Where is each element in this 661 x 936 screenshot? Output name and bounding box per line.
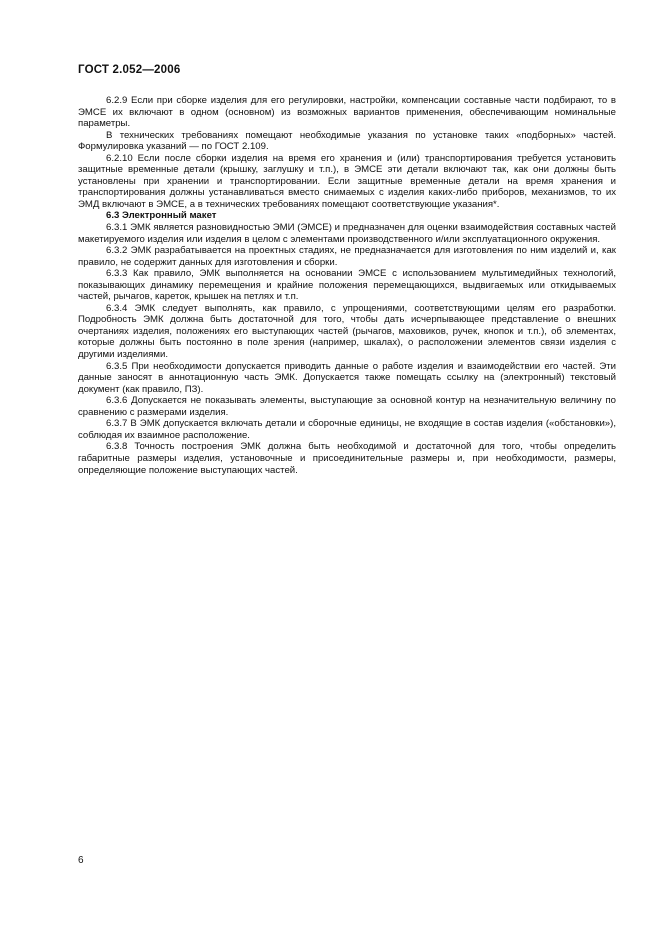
document-body: [78, 95, 616, 476]
paragraph-6-3-6: 6.3.6 Допускается не показывать элементы, выступающие за основной контур на незначительную величину по сравнению с размерами изделия.: [78, 395, 616, 418]
paragraph-6-3-4: 6.3.4 ЭМК следует выполнять, как правило, с упрощениями, соответствующими целям его разработки. Подробность ЭМК должна быть достаточной для того, чтобы дать исчерпывающее представление о внешних очертаниях изделия, положениях его выступающих частей (рычагов, маховиков, ручек, кнопок и т.п.), об элементах, которые должны быть постоянно в поле зрения (например, шкалах), о расположении элементов связи изделия с другими изделиями.: [78, 302, 616, 361]
paragraph-6-3-7: 6.3.7 В ЭМК допускается включать детали и сборочные единицы, не входящие в состав изделия («обстановки»), соблюдая их взаимное расположение.: [78, 418, 616, 441]
document-header: ГОСТ 2.052—2006: [78, 64, 181, 76]
paragraph-6-2-10: 6.2.10 Если после сборки изделия на время его хранения и (или) транспортирования требуется установить защитные временные детали (крышку, заглушку и т.п.), в ЭМСЕ эти детали включают так, как они должны быть установлены при хранении и транспортировании. Если защитные временные детали на время хранения и транспортирования должны устанавливаться вместо снимаемых с изделия каких-либо приборов, механизмов, то их ЭМД включают в ЭМСЕ, а в технических требованиях помещают соответствующие указания*.: [78, 152, 616, 210]
page-number: 6: [78, 855, 84, 866]
paragraph-6-2-9: 6.2.9 Если при сборке изделия для его регулировки, настройки, компенсации составные части подбирают, то в ЭМСЕ их включают в одном (основном) из возможных вариантов применения, обеспечивающим номинальные параметры.: [78, 95, 616, 130]
paragraph-6-3-8: 6.3.8 Точность построения ЭМК должна быть необходимой и достаточной для того, чтобы определить габаритные размеры изделия, установочные и присоединительные размеры и, при необходимости, размеры, определяющие положение выступающих частей.: [78, 441, 616, 476]
paragraph-technical-requirements: В технических требованиях помещают необходимые указания по установке таких «подборных» частей. Формулировка указаний — по ГОСТ 2.109.: [78, 129, 616, 153]
paragraph-6-3-1: 6.3.1 ЭМК является разновидностью ЭМИ (ЭМСЕ) и предназначен для оценки взаимодействия составных частей макетируемого изделия или изделия в целом с элементами производственного и/или эксплуатационного окружения.: [78, 222, 616, 245]
paragraph-6-3-3: 6.3.3 Как правило, ЭМК выполняется на основании ЭМСЕ с использованием мультимедийных технологий, показывающих динамику перемещения и крайние положения перемещающихся, выдвигаемых или откидываемых частей, рычагов, кареток, крышек на петлях и т.п.: [78, 268, 616, 303]
paragraph-6-3-5: 6.3.5 При необходимости допускается приводить данные о работе изделия и взаимодействии его частей. Эти данные заносят в аннотационную часть ЭМК. Допускается также помещать ссылку на (электронный) текстовый документ (как правило, ПЗ).: [78, 360, 616, 395]
paragraph-6-3-2: 6.3.2 ЭМК разрабатывается на проектных стадиях, не предназначается для изготовления по ним изделий и, как правило, не содержит данных для изготовления и сборки.: [78, 245, 616, 268]
section-heading-6-3: 6.3 Электронный макет: [106, 210, 217, 222]
